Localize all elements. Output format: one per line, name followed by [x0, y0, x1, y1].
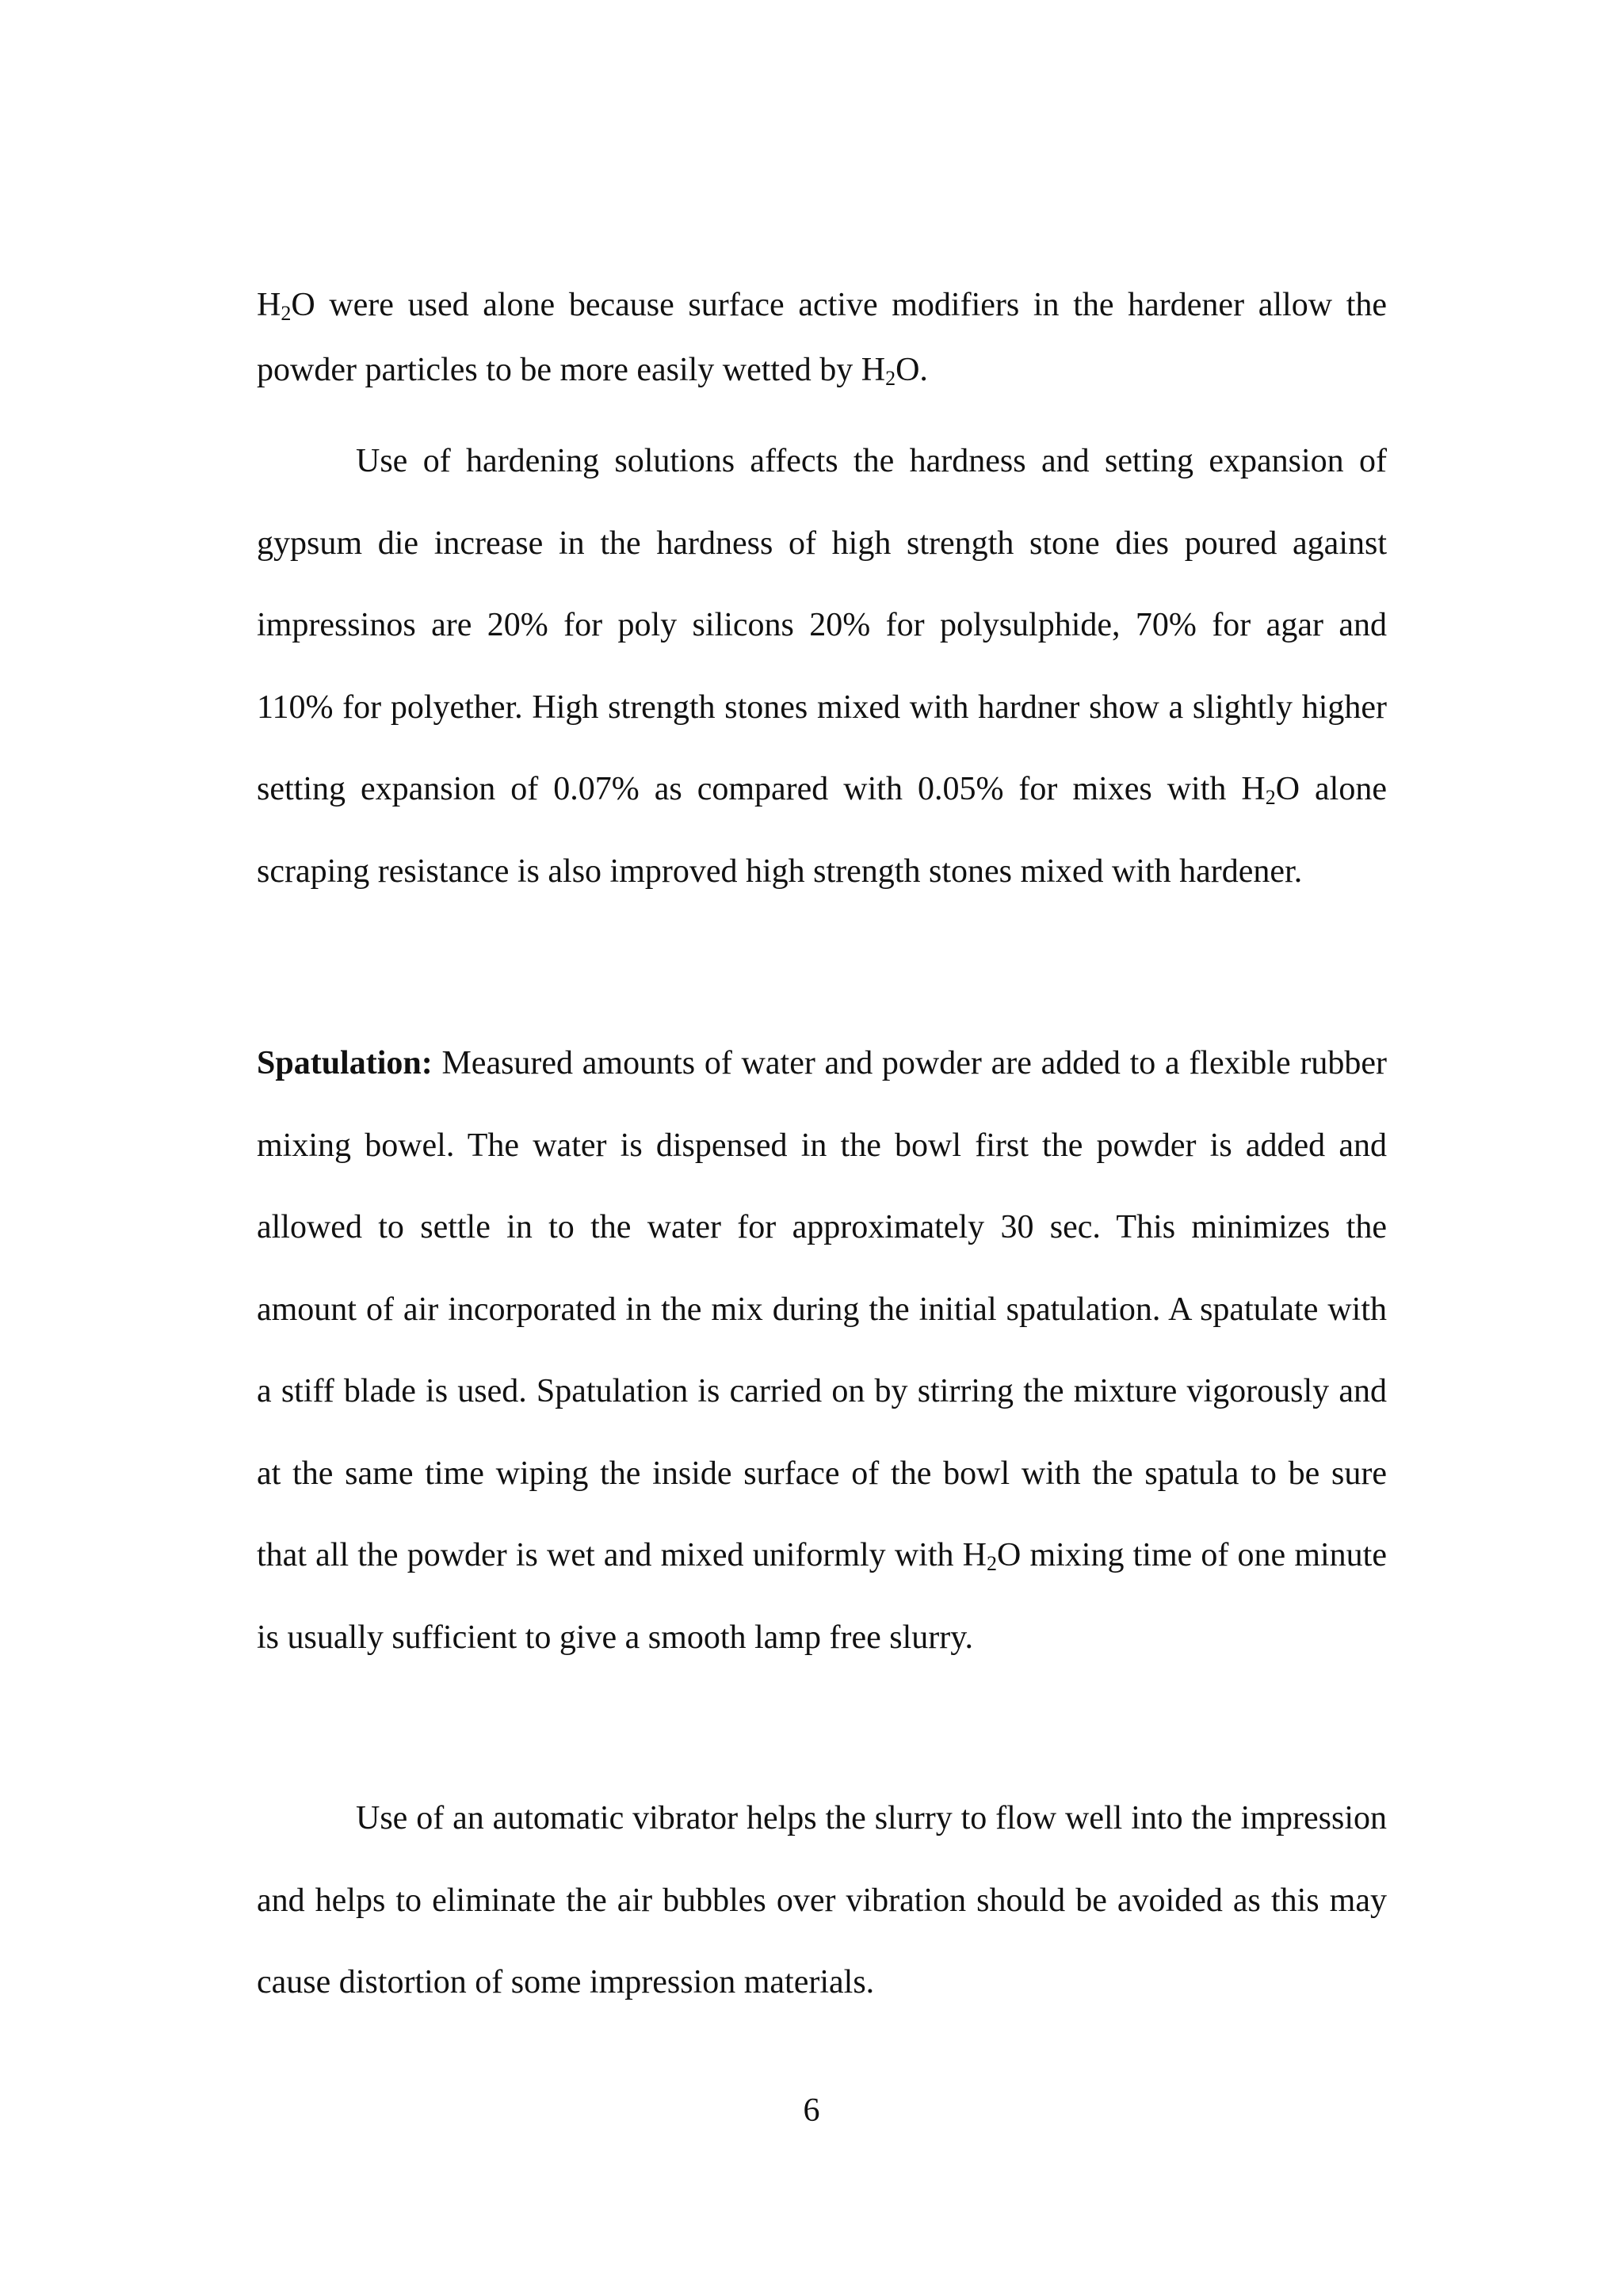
paragraph-2-text-a: Use of hardening solutions affects the hardness and setting expansion of gypsum die increase in the hardness of high strength stone dies poured against impressinos are 20% for poly silicons 20% for polysulphide, 70% for agar and 110% for polyether. High strength stones mixed with hardner show a slightly higher setting expansion of 0.07% as compared with 0.05% for mixes with H	[257, 443, 1387, 807]
paragraph-2	[257, 421, 1387, 913]
paragraph-spatulation	[257, 1023, 1387, 1679]
paragraph-1-text-b: O were used alone because surface active modifiers in the hardener allow the powder particles to be more easily wetted by H	[257, 287, 1387, 388]
subscript-2: 2	[281, 302, 292, 325]
paragraph-2-text-b: O alone scraping resistance is also improved high strength stones mixed with hardener.	[257, 771, 1387, 890]
paragraph-1-text-c: O.	[896, 352, 928, 388]
paragraph-1	[257, 273, 1387, 402]
page-number: 6	[803, 2092, 820, 2129]
subscript-2: 2	[1265, 786, 1276, 809]
paragraph-4-text: Use of an automatic vibrator helps the slurry to flow well into the impression and helps to eliminate the air bubbles over vibration should be avoided as this may cause distortion of some impression materials.	[257, 1800, 1387, 2000]
spatulation-heading: Spatulation:	[257, 1045, 433, 1081]
subscript-2: 2	[986, 1552, 997, 1575]
subscript-2: 2	[885, 367, 896, 390]
paragraph-3-text-b: O mixing time of one minute is usually sufficient to give a smooth lamp free slurry.	[257, 1537, 1387, 1656]
paragraph-vibrator	[257, 1778, 1387, 2024]
paragraph-1-text-a: H	[257, 287, 281, 323]
paragraph-3-text-a: Measured amounts of water and powder are added to a flexible rubber mixing bowel. The water is dispensed in the bowl first the powder is added and allowed to settle in to the water for approximately 30 sec. This minimizes the amount of air incorporated in the mix during the initial spatulation. A spatulate with a stiff blade is used. Spatulation is carried on by stirring the mixture vigorously and at the same time wiping the inside surface of the bowl with the spatula to be sure that all the powder is wet and mixed uniformly with H	[257, 1045, 1387, 1573]
